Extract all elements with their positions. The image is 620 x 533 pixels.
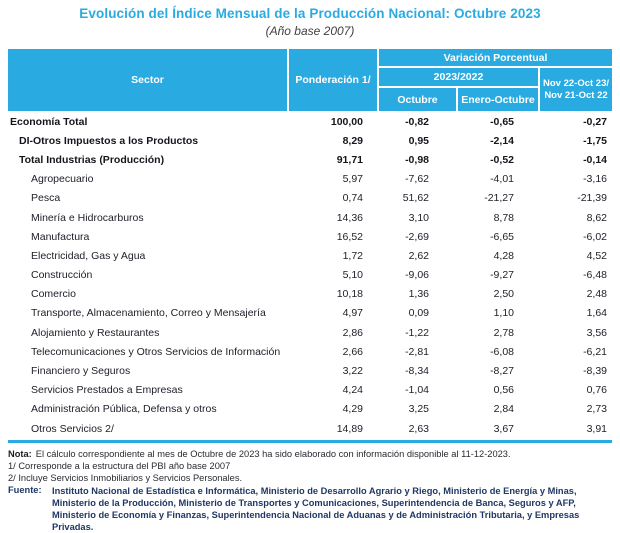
ponderacion-value: 14,89 xyxy=(336,422,363,435)
sector-label: Telecomunicaciones y Otros Servicios de Información xyxy=(31,345,281,358)
header-nov-line2: Nov 21-Oct 22 xyxy=(544,89,608,101)
header-2023-2022: 2023/2022 xyxy=(379,68,538,88)
enero-octubre-value: 2,50 xyxy=(493,288,514,301)
header-2023-2022-group xyxy=(379,68,538,111)
table-body xyxy=(8,112,612,438)
ponderacion-value: 100,00 xyxy=(330,115,363,128)
octubre-value: 0,09 xyxy=(408,307,429,320)
ponderacion-value: 4,97 xyxy=(342,307,363,320)
page-subtitle: (Año base 2007) xyxy=(265,24,355,38)
sector-label: Administración Pública, Defensa y otros xyxy=(31,403,217,416)
ponderacion-value: 16,52 xyxy=(336,230,363,243)
ponderacion-value: 8,29 xyxy=(342,134,363,147)
enero-octubre-value: 8,78 xyxy=(493,211,514,224)
header-nov-period xyxy=(538,68,612,111)
table-row xyxy=(8,285,612,304)
nov-value: -0,14 xyxy=(583,153,607,166)
table-row xyxy=(8,189,612,208)
table-row xyxy=(8,208,612,227)
enero-octubre-value: 2,78 xyxy=(493,326,514,339)
sector-label: Financiero y Seguros xyxy=(31,365,131,378)
nov-value: -6,48 xyxy=(583,269,607,282)
ponderacion-value: 1,72 xyxy=(342,249,363,262)
ponderacion-value: 4,29 xyxy=(342,403,363,416)
sector-label: Construcción xyxy=(31,269,93,282)
sector-label: DI-Otros Impuestos a los Productos xyxy=(19,134,199,147)
header-enero-octubre: Enero-Octubre xyxy=(456,88,538,111)
octubre-value: -1,22 xyxy=(405,326,429,339)
octubre-value: -9,06 xyxy=(405,269,429,282)
ponderacion-value: 0,74 xyxy=(342,192,363,205)
octubre-value: 3,25 xyxy=(408,403,429,416)
table-row xyxy=(8,381,612,400)
table-row xyxy=(8,150,612,169)
sector-label: Economía Total xyxy=(10,115,88,128)
enero-octubre-value: -6,65 xyxy=(490,230,514,243)
nota-text: El cálculo correspondiente al mes de Octubre de 2023 ha sido elaborado con información disponible al 11-12-2023. xyxy=(35,448,511,459)
octubre-value: 3,10 xyxy=(408,211,429,224)
table-row xyxy=(8,131,612,150)
header-ponderacion: Ponderación 1/ xyxy=(287,49,377,111)
page-title: Evolución del Índice Mensual de la Producción Nacional: Octubre 2023 xyxy=(79,6,541,21)
enero-octubre-value: -0,52 xyxy=(490,153,514,166)
octubre-value: -0,82 xyxy=(405,115,429,128)
sector-label: Total Industrias (Producción) xyxy=(19,153,165,166)
nov-value: 0,76 xyxy=(586,384,607,397)
sector-label: Minería e Hidrocarburos xyxy=(31,211,144,224)
ponderacion-value: 14,36 xyxy=(336,211,363,224)
table-row xyxy=(8,304,612,323)
nov-value: 4,52 xyxy=(586,249,607,262)
octubre-value: -0,98 xyxy=(405,153,429,166)
enero-octubre-value: 4,28 xyxy=(493,249,514,262)
octubre-value: -1,04 xyxy=(405,384,429,397)
sector-label: Servicios Prestados a Empresas xyxy=(31,384,183,397)
fuente-label: Fuente: xyxy=(8,484,42,495)
enero-octubre-value: -21,27 xyxy=(484,192,514,205)
octubre-value: 2,63 xyxy=(408,422,429,435)
table-row xyxy=(8,112,612,131)
sector-label: Alojamiento y Restaurantes xyxy=(31,326,160,339)
nov-value: 3,91 xyxy=(586,422,607,435)
table-row xyxy=(8,246,612,265)
nov-value: -21,39 xyxy=(577,192,607,205)
table-row xyxy=(8,266,612,285)
sector-label: Transporte, Almacenamiento, Correo y Mensajería xyxy=(31,307,266,320)
octubre-value: 51,62 xyxy=(402,192,429,205)
fuente-text xyxy=(52,485,612,533)
octubre-value: -7,62 xyxy=(405,173,429,186)
sector-label: Electricidad, Gas y Agua xyxy=(31,249,146,262)
table-row xyxy=(8,400,612,419)
ponderacion-value: 5,97 xyxy=(342,173,363,186)
nov-value: 2,48 xyxy=(586,288,607,301)
ponderacion-value: 5,10 xyxy=(342,269,363,282)
ponderacion-value: 4,24 xyxy=(342,384,363,397)
octubre-value: -8,34 xyxy=(405,365,429,378)
nov-value: -8,39 xyxy=(583,365,607,378)
nov-value: 3,56 xyxy=(586,326,607,339)
fuente-line3: Ministerio de Economía y Finanzas, Superintendencia Nacional de Aduanas y de Administración Tributaria, y Empresas Privadas. xyxy=(52,509,580,532)
sector-label: Manufactura xyxy=(31,230,90,243)
octubre-value: -2,81 xyxy=(405,345,429,358)
enero-octubre-value: -6,08 xyxy=(490,345,514,358)
octubre-value: 2,62 xyxy=(408,249,429,262)
header-variacion-group xyxy=(377,49,612,111)
enero-octubre-value: 3,67 xyxy=(493,422,514,435)
header-variacion-porcentual: Variación Porcentual xyxy=(379,49,612,68)
header-nov-line1: Nov 22-Oct 23/ xyxy=(543,77,609,89)
table-row xyxy=(8,342,612,361)
nov-value: 2,73 xyxy=(586,403,607,416)
sector-label: Otros Servicios 2/ xyxy=(31,422,114,435)
enero-octubre-value: -8,27 xyxy=(490,365,514,378)
fuente-line1: Instituto Nacional de Estadística e Informática, Ministerio de Desarrollo Agrario y Riego, Ministerio de Energía y Minas, xyxy=(52,485,577,496)
ponderacion-value: 2,66 xyxy=(342,345,363,358)
table-row xyxy=(8,323,612,342)
enero-octubre-value: 0,56 xyxy=(493,384,514,397)
table-row xyxy=(8,419,612,438)
enero-octubre-value: 1,10 xyxy=(493,307,514,320)
nov-value: 1,64 xyxy=(586,307,607,320)
nota-label: Nota: xyxy=(8,448,32,459)
octubre-value: 1,36 xyxy=(408,288,429,301)
production-index-table xyxy=(8,49,612,443)
header-octubre: Octubre xyxy=(397,93,438,106)
enero-octubre-value: 2,84 xyxy=(493,403,514,416)
footnotes xyxy=(8,448,612,533)
ponderacion-value: 10,18 xyxy=(336,288,363,301)
octubre-value: 0,95 xyxy=(408,134,429,147)
nov-value: 8,62 xyxy=(586,211,607,224)
nov-value: -0,27 xyxy=(583,115,607,128)
enero-octubre-value: -4,01 xyxy=(490,173,514,186)
nov-value: -3,16 xyxy=(583,173,607,186)
header-sector: Sector xyxy=(131,74,164,86)
nov-value: -1,75 xyxy=(583,134,607,147)
ponderacion-value: 3,22 xyxy=(342,365,363,378)
table-row xyxy=(8,170,612,189)
footnote-1: 1/ Corresponde a la estructura del PBI año base 2007 xyxy=(8,460,231,471)
footnote-2: 2/ Incluye Servicios Inmobiliarios y Servicios Personales. xyxy=(8,472,243,483)
ponderacion-value: 91,71 xyxy=(336,153,363,166)
table-header xyxy=(8,49,612,111)
table-row xyxy=(8,361,612,380)
nov-value: -6,02 xyxy=(583,230,607,243)
nov-value: -6,21 xyxy=(583,345,607,358)
enero-octubre-value: -9,27 xyxy=(490,269,514,282)
sector-label: Agropecuario xyxy=(31,173,94,186)
table-row xyxy=(8,227,612,246)
fuente-line2: Ministerio de la Producción, Ministerio de Transportes y Comunicaciones, Superintendencia de Banca, Seguros y AFP, xyxy=(52,497,576,508)
octubre-value: -2,69 xyxy=(405,230,429,243)
sector-label: Pesca xyxy=(31,192,61,205)
sector-label: Comercio xyxy=(31,288,76,301)
enero-octubre-value: -2,14 xyxy=(490,134,514,147)
table-bottom-rule xyxy=(8,440,612,443)
ponderacion-value: 2,86 xyxy=(342,326,363,339)
enero-octubre-value: -0,65 xyxy=(490,115,514,128)
